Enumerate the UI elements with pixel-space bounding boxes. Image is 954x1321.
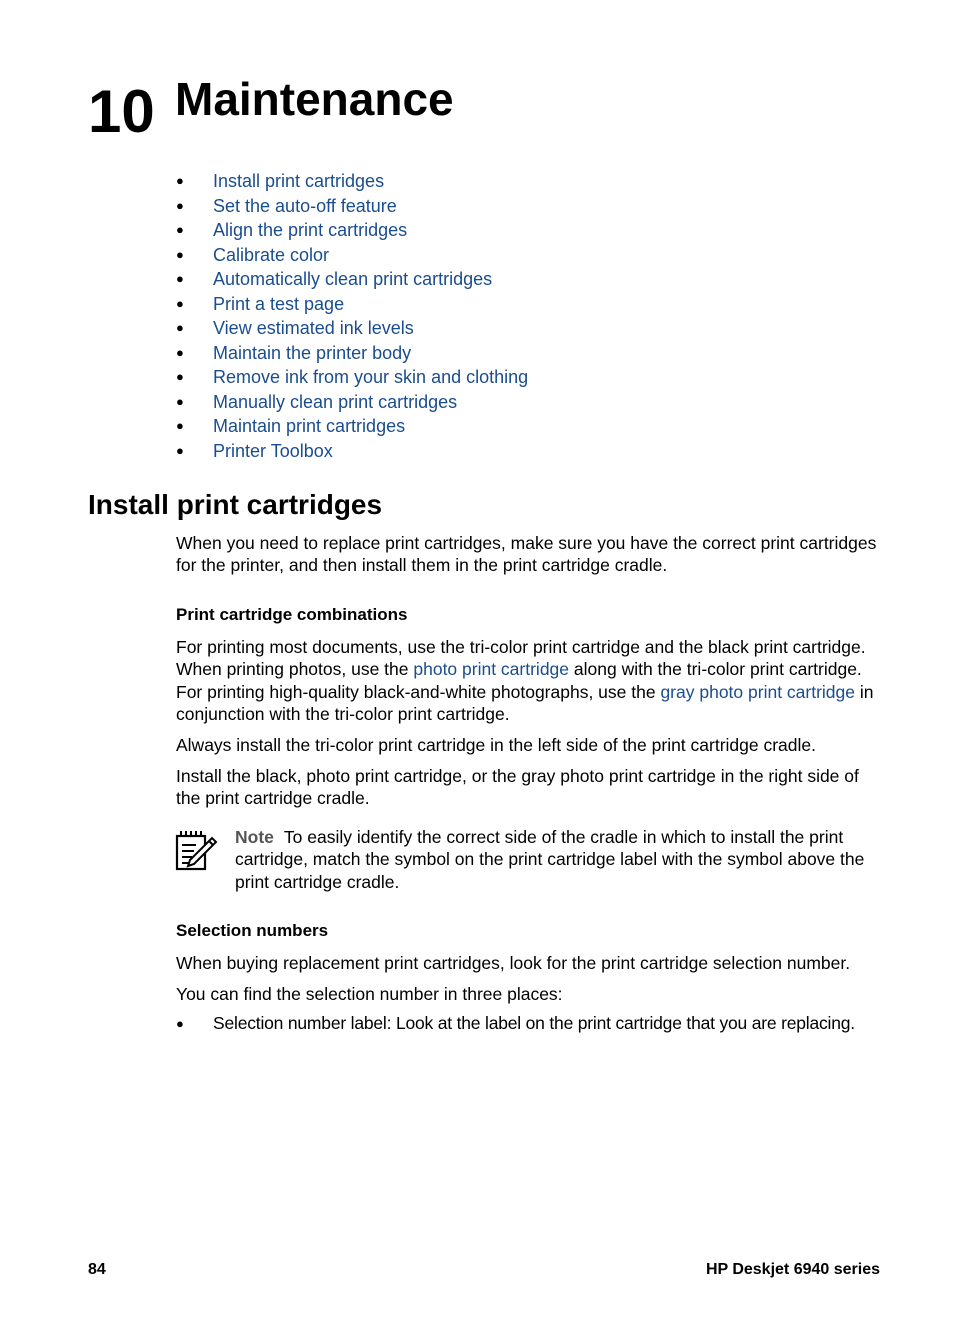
toc-link-maintain-cartridges[interactable]: Maintain print cartridges: [213, 416, 406, 436]
right-side-paragraph: Install the black, photo print cartridge, or the gray photo print cartridge in the right side of the print cartridge cradle.: [176, 766, 859, 809]
gray-photo-print-cartridge-link[interactable]: gray photo print cartridge: [660, 681, 856, 702]
toc-link-align[interactable]: Align the print cartridges: [213, 220, 408, 240]
bullet-icon: ●: [176, 442, 184, 458]
toc-link-calibrate-color[interactable]: Calibrate color: [213, 244, 330, 265]
combinations-paragraph: [176, 636, 886, 725]
toc-link-ink-levels[interactable]: View estimated ink levels: [213, 318, 414, 338]
toc-link-remove-ink[interactable]: Remove ink from your skin and clothing: [213, 367, 529, 387]
bullet-icon: ●: [176, 320, 184, 335]
bullet-icon: ●: [176, 222, 184, 237]
note-text: To easily identify the correct side of the cradle in which to install the print cartridge, match the symbol on the print cartridge label with the symbol above the print cartridge cradle.: [235, 827, 865, 892]
photo-print-cartridge-link[interactable]: photo print cartridge: [413, 659, 570, 680]
toc-link-printer-body[interactable]: Maintain the printer body: [213, 342, 412, 363]
combinations-heading: Print cartridge combinations: [176, 605, 408, 624]
combinations-text-b: along with the tri-color print cartridge. For printing high-quality black-and-white photographs, use the: [176, 659, 862, 702]
section-intro: When you need to replace print cartridges, make sure you have the correct print cartridges for the printer, and then install them in the print cartridge cradle.: [176, 533, 877, 576]
bullet-icon: ●: [176, 418, 184, 433]
bullet-icon: ●: [176, 344, 184, 360]
selection-bullet-1: Selection number label: Look at the label on the print cartridge that you are replacing.: [213, 1013, 855, 1033]
combinations-text-c: in conjunction with the tri-color print cartridge.: [176, 681, 874, 724]
toc-link-printer-toolbox[interactable]: Printer Toolbox: [213, 440, 333, 461]
selection-heading: Selection numbers: [176, 921, 329, 940]
section-title: Install print cartridges: [88, 489, 383, 520]
toc-link-manual-clean[interactable]: Manually clean print cartridges: [213, 391, 458, 412]
toc-link-auto-clean[interactable]: Automatically clean print cartridges: [213, 269, 493, 289]
bullet-icon: ●: [176, 295, 184, 311]
toc-link-test-page[interactable]: Print a test page: [213, 293, 345, 314]
bullet-icon: ●: [176, 271, 184, 286]
chapter-title: Maintenance: [175, 73, 454, 125]
left-side-paragraph: Always install the tri-color print cartridge in the left side of the print cartridge cradle.: [176, 735, 817, 755]
chapter-number: 10: [88, 78, 155, 145]
toc-link-auto-off[interactable]: Set the auto-off feature: [213, 195, 397, 216]
combinations-text-a: For printing most documents, use the tri-color print cartridge and the black print cartridge. When printing photos, use the: [176, 637, 866, 680]
note: [235, 826, 885, 893]
selection-paragraph-2: You can find the selection number in three places:: [176, 984, 563, 1004]
bullet-icon: ●: [176, 173, 184, 188]
selection-paragraph-1: When buying replacement print cartridges, look for the print cartridge selection number.: [176, 953, 851, 973]
note-pad-pencil-icon: [174, 829, 218, 871]
note-label: Note: [235, 827, 274, 847]
bullet-icon: ●: [176, 369, 184, 384]
toc-link-install-print-cartridges[interactable]: Install print cartridges: [213, 171, 385, 191]
page-number: 84: [88, 1261, 106, 1278]
bullet-icon: ●: [176, 393, 184, 409]
bullet-icon: ●: [176, 1016, 184, 1031]
product-name: HP Deskjet 6940 series: [705, 1261, 880, 1278]
bullet-icon: ●: [176, 197, 184, 213]
bullet-icon: ●: [176, 246, 184, 262]
